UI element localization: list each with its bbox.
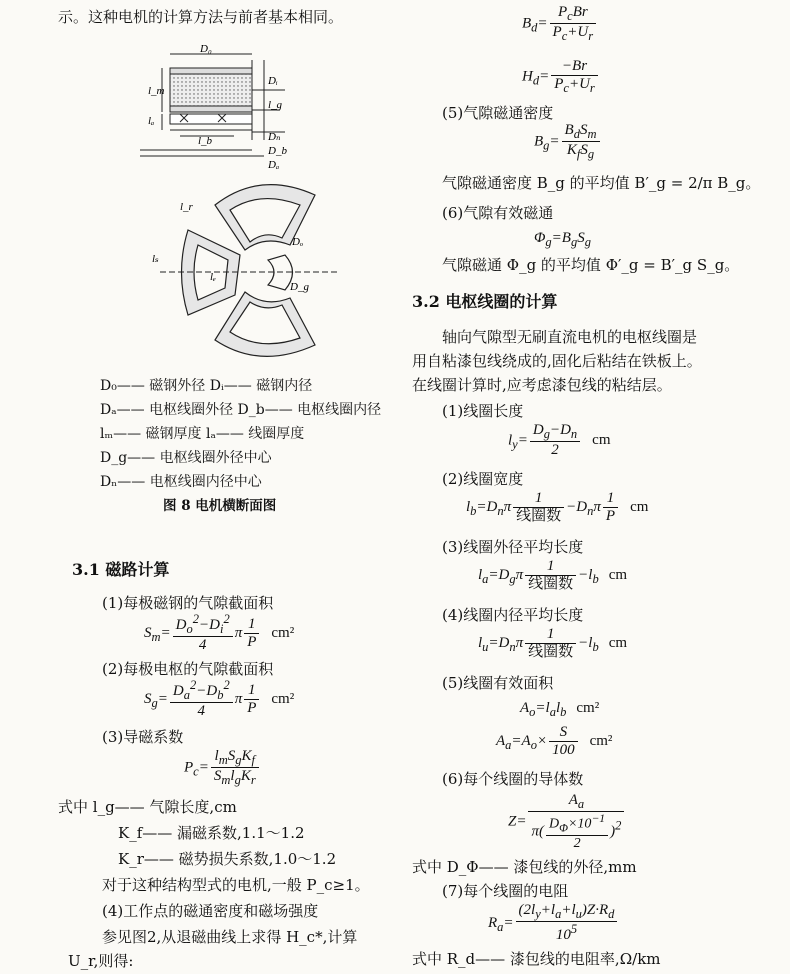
eq-Hd: $H_d=$ $\frac{-Br}{P_c+U_r}$ xyxy=(522,58,600,96)
eq-Bg: $B_g=$ $\frac{B_dS_m}{K_fS_g}$ xyxy=(534,122,602,162)
label-D0: D₀ xyxy=(200,43,212,55)
para-line-2: 用自粘漆包线绕成的,固化后粘结在铁板上。 xyxy=(412,352,702,370)
legend-line-4: D_g—— 电枢线圈外径中心 xyxy=(100,450,272,466)
legend-line-1: D₀—— 磁钢外径 Dᵢ—— 磁钢内径 xyxy=(100,378,313,394)
coil-step-3: (3)线圈外径平均长度 xyxy=(442,538,584,556)
legend-line-2: Dₐ—— 电枢线圈外径 D_b—— 电枢线圈内径 xyxy=(100,402,382,418)
label-lg: l_g xyxy=(268,99,283,111)
where-kr: K_r—— 磁势损失系数,1.0～1.2 xyxy=(118,850,337,868)
eq-la: $l_a=D_g\pi$ $\frac{1}{\text{线圈数}}$ $-l_b$ cm xyxy=(478,558,628,593)
where-Dphi: 式中 D_Φ—— 漆包线的外径,mm xyxy=(412,858,637,876)
step-1-label: (1)每极磁钢的气隙截面积 xyxy=(102,594,274,612)
label-lc: lₑ xyxy=(210,271,216,283)
step-3-label: (3)导磁系数 xyxy=(102,728,184,746)
para-line-1: 轴向气隙型无刷直流电机的电枢线圈是 xyxy=(442,328,698,346)
label-Dn: Dₙ xyxy=(268,131,281,143)
coil-step-2: (2)线圈宽度 xyxy=(442,470,524,488)
label-Dg: D_g xyxy=(290,281,309,293)
step-5-label: (5)气隙磁通密度 xyxy=(442,104,554,122)
coil-step-7: (7)每个线圈的电阻 xyxy=(442,882,569,900)
label-ls: lₛ xyxy=(152,253,159,265)
step-4-text-2: U_r,则得: xyxy=(68,952,134,970)
legend-line-5: Dₙ—— 电枢线圈内径中心 xyxy=(100,474,262,490)
eq-Sg: $S_g=$ $\frac{D_a^2-D_b^2}{4}$ π $\frac{1}{P}$ cm² xyxy=(144,678,295,720)
eq-Aa: $A_a=A_o\times$ $\frac{S}{100}$ cm² xyxy=(496,724,613,759)
radial-coil-drawing xyxy=(182,185,316,357)
motor-cross-section-figure xyxy=(140,40,400,370)
eq-lb: $l_b=D_n\pi$ $\frac{1}{\text{线圈数}}$ $-D_n\pi$ $\frac{1}{P}$ cm xyxy=(466,490,649,525)
eq-Ao: $A_o=l_al_b$ cm² xyxy=(520,700,600,719)
label-Db: D_b xyxy=(268,145,287,157)
coil-step-4: (4)线圈内径平均长度 xyxy=(442,606,584,624)
label-lm: l_m xyxy=(148,85,165,97)
section-3-2-heading: 3.2 电枢线圈的计算 xyxy=(412,292,558,311)
axial-section-drawing xyxy=(140,54,285,156)
eq-Ra: $R_a=$ $\frac{(2l_y+l_a+l_u)Z\cdot R_d}{10^5}$ xyxy=(488,902,619,945)
label-la: lₐ xyxy=(148,115,155,127)
eq-Z: Z= $A_a$ π( $\frac{D_\Phi\times 10^{-1}}{2}$ )$^2$ xyxy=(508,792,626,852)
where-kf: K_f—— 漏磁系数,1.1～1.2 xyxy=(118,824,305,842)
step-6-label: (6)气隙有效磁通 xyxy=(442,204,554,222)
label-lr: l_r xyxy=(180,201,193,213)
coil-step-6: (6)每个线圈的导体数 xyxy=(442,770,584,788)
eq-ly: $l_y=$ $\frac{D_g-D_n}{2}$ cm xyxy=(508,422,611,459)
step-2-label: (2)每极电枢的气隙截面积 xyxy=(102,660,274,678)
avg-Phig: 气隙磁通 Φ_g 的平均值 Φ′_g = B′_g S_g。 xyxy=(442,256,740,274)
label-lb: l_b xyxy=(198,135,213,147)
step-4-label: (4)工作点的磁通密度和磁场强度 xyxy=(102,902,319,920)
step-4-text: 参见图2,从退磁曲线上求得 H_c*,计算 xyxy=(102,928,358,946)
note-pc: 对于这种结构型式的电机,一般 P_c≥1。 xyxy=(102,876,370,894)
coil-step-1: (1)线圈长度 xyxy=(442,402,524,420)
eq-lu: $l_u=D_n\pi$ $\frac{1}{\text{线圈数}}$ $-l_b$ cm xyxy=(478,626,628,661)
eq-Phig: $\Phi_g=B_gS_g$ xyxy=(534,230,591,249)
label-Da: Dₐ xyxy=(268,159,280,171)
where-lg: 式中 l_g—— 气隙长度,cm xyxy=(58,798,237,816)
avg-Bg: 气隙磁通密度 B_g 的平均值 B′_g = 2/π B_g。 xyxy=(442,174,761,192)
figure-caption: 图 8 电机横断面图 xyxy=(163,498,277,514)
intro-text: 示。这种电机的计算方法与前者基本相同。 xyxy=(58,8,344,26)
section-3-1-heading: 3.1 磁路计算 xyxy=(72,560,170,579)
where-Rd: 式中 R_d—— 漆包线的电阻率,Ω/km xyxy=(412,950,661,968)
eq-Bd: $B_d=$ $\frac{P_cBr}{P_c+U_r}$ xyxy=(522,4,598,44)
eq-Pc: $P_c=$ $\frac{l_mS_gK_f}{S_ml_gK_r}$ xyxy=(184,748,261,788)
legend-line-3: lₘ—— 磁钢厚度 lₐ—— 线圈厚度 xyxy=(100,426,305,442)
label-Do: Dₒ xyxy=(292,236,304,248)
eq-Sm: $S_m=$ $\frac{D_o^2-D_i^2}{4}$ π $\frac{1}{P}$ cm² xyxy=(144,612,295,654)
label-Di: Dᵢ xyxy=(268,75,278,87)
para-line-3: 在线圈计算时,应考虑漆包线的粘结层。 xyxy=(412,376,672,394)
coil-step-5: (5)线圈有效面积 xyxy=(442,674,554,692)
